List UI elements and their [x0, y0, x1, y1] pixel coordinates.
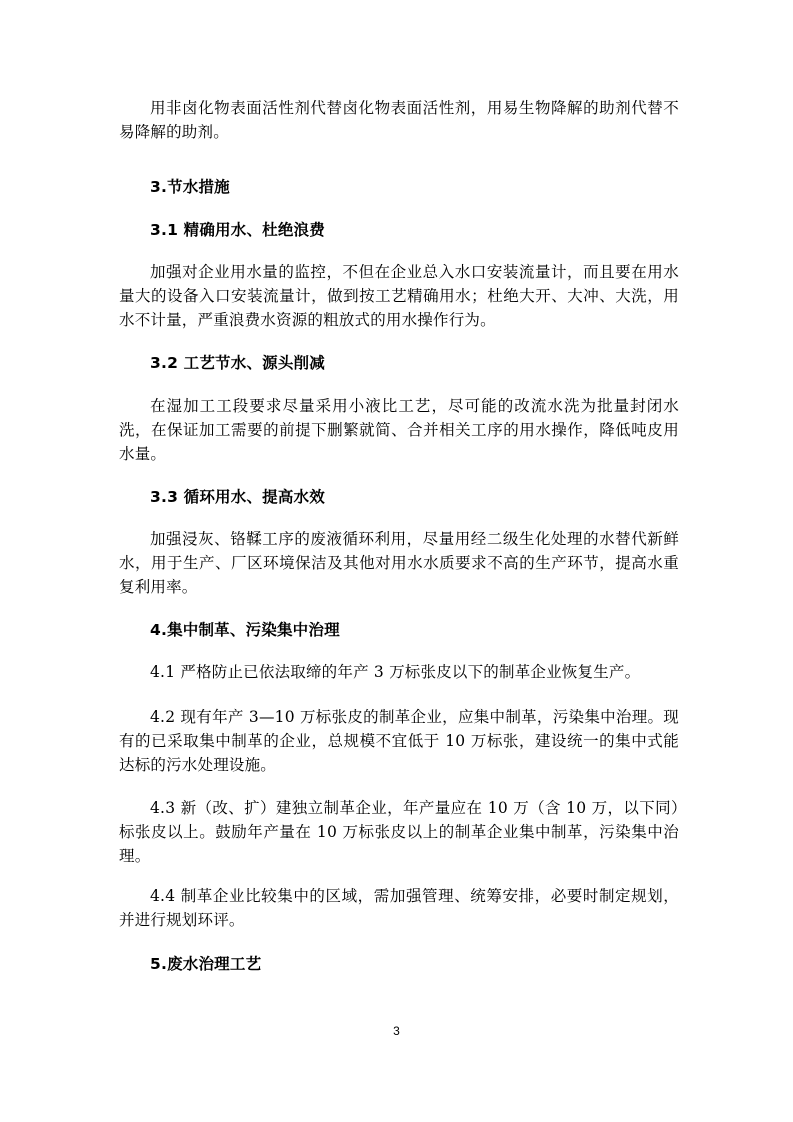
paragraph-4-1: 4.1 严格防止已依法取缔的年产 3 万标张皮以下的制革企业恢复生产。: [150, 663, 641, 681]
section-heading-water-saving: 3.节水措施: [150, 178, 230, 196]
paragraph-3-3: 加强浸灰、铬鞣工序的废液循环利用，尽量用经二级生化处理的水替代新鲜水，用于生产、厂区环境保洁及其他对用水水质要求不高的生产环节，提高水重复利用率。: [119, 530, 679, 596]
section-heading-centralized-tanning: 4.集中制革、污染集中治理: [150, 621, 340, 639]
subsection-heading-3-2: 3.2 工艺节水、源头削减: [150, 354, 325, 372]
subsection-heading-3-1: 3.1 精确用水、杜绝浪费: [150, 221, 325, 239]
paragraph-surfactant-substitution: 用非卤化物表面活性剂代替卤化物表面活性剂，用易生物降解的助剂代替不易降解的助剂。: [119, 99, 679, 141]
page-number: 3: [393, 1024, 400, 1038]
paragraph-3-2: 在湿加工工段要求尽量采用小液比工艺，尽可能的改流水洗为批量封闭水洗，在保证加工需要的前提下删繁就简、合并相关工序的用水操作，降低吨皮用水量。: [119, 397, 679, 463]
paragraph-4-2: 4.2 现有年产 3—10 万标张皮的制革企业，应集中制革，污染集中治理。现有的已采取集中制革的企业，总规模不宜低于 10 万标张，建设统一的集中式能达标的污水处理设施。: [119, 708, 679, 774]
paragraph-3-1: 加强对企业用水量的监控，不但在企业总入水口安装流量计，而且要在用水量大的设备入口安装流量计，做到按工艺精确用水；杜绝大开、大冲、大洗，用水不计量，严重浪费水资源的粗放式的用水操作行为。: [119, 263, 679, 329]
section-heading-wastewater-treatment: 5.废水治理工艺: [150, 955, 262, 973]
subsection-heading-3-3: 3.3 循环用水、提高水效: [150, 488, 325, 506]
paragraph-4-4: 4.4 制革企业比较集中的区域，需加强管理、统筹安排，必要时制定规划，并进行规划环评。: [119, 887, 679, 929]
paragraph-4-3: 4.3 新（改、扩）建独立制革企业，年产量应在 10 万（含 10 万，以下同）标张皮以上。鼓励年产量在 10 万标张皮以上的制革企业集中制革，污染集中治理。: [119, 799, 679, 865]
